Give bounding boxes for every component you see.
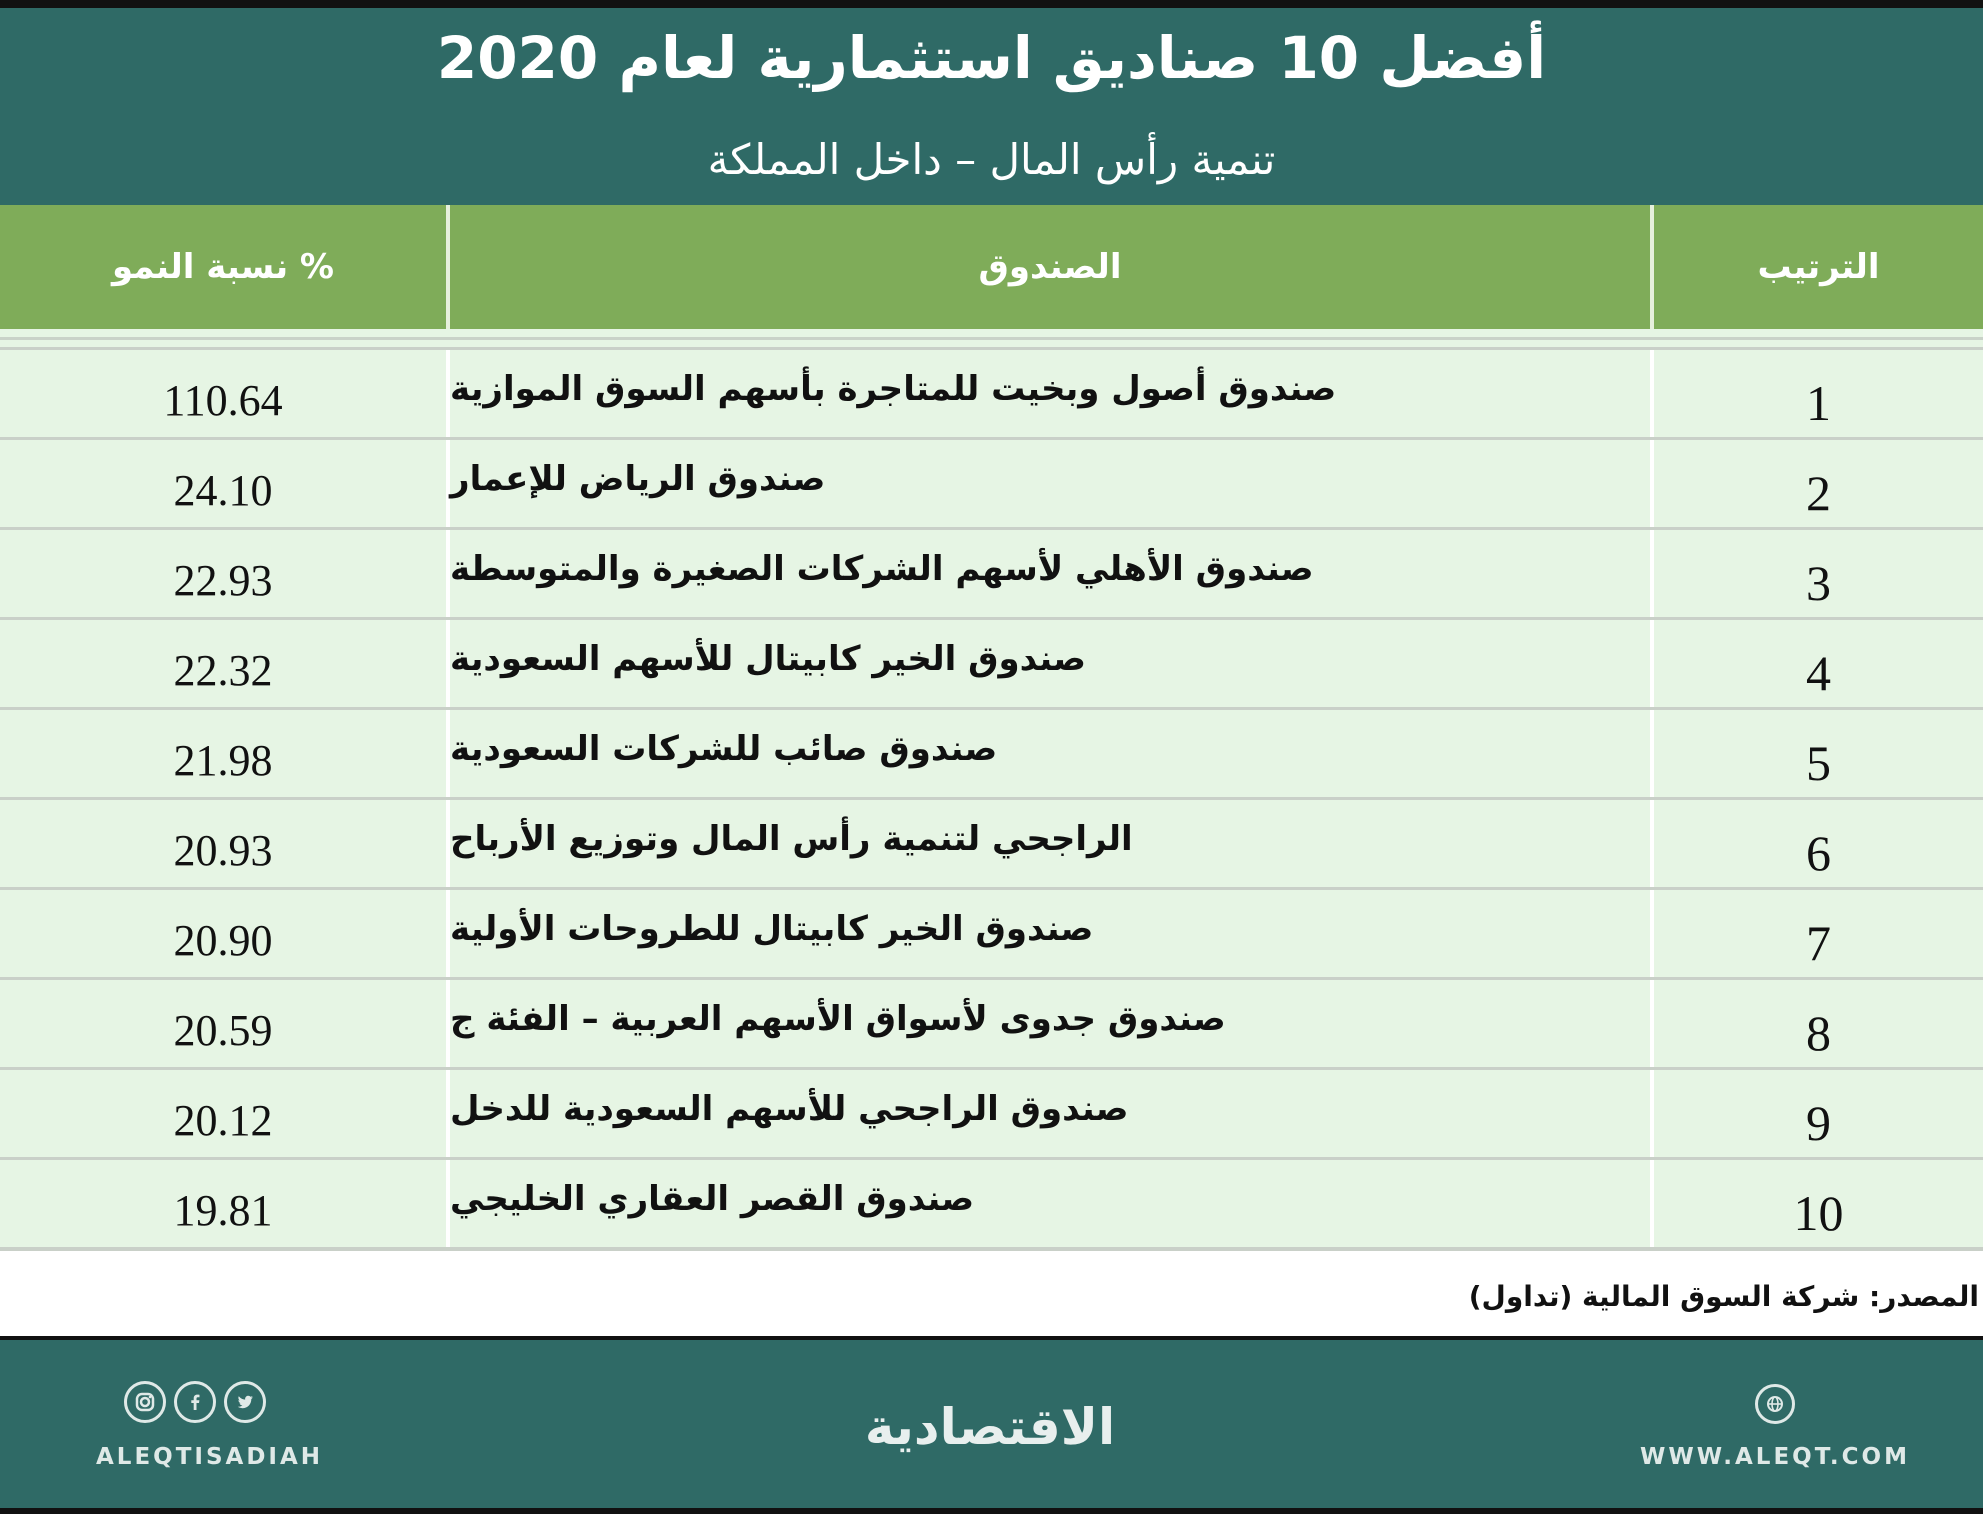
- growth-cell: 20.90: [173, 916, 273, 965]
- column-header-fund: الصندوق: [450, 205, 1650, 329]
- table-row: [0, 437, 1983, 527]
- rank-cell: 8: [1806, 1004, 1831, 1061]
- fund-cell: صندوق القصر العقاري الخليجي: [450, 1178, 975, 1219]
- table-row: [0, 1157, 1983, 1247]
- column-header-rank: الترتيب: [1654, 205, 1983, 329]
- table-row: [0, 347, 1983, 437]
- growth-cell: 110.64: [163, 376, 283, 425]
- rank-cell: 4: [1806, 644, 1831, 701]
- rank-cell: 1: [1806, 374, 1831, 431]
- table-bottom-rule: [0, 1247, 1983, 1251]
- footer-bottom-rule: [0, 1508, 1983, 1514]
- rank-cell: 10: [1793, 1184, 1844, 1241]
- page-subtitle: تنمية رأس المال – داخل المملكة: [707, 135, 1276, 184]
- table-row: [0, 527, 1983, 617]
- website-url[interactable]: WWW.ALEQT.COM: [1640, 1444, 1910, 1470]
- fund-cell: صندوق الراجحي للأسهم السعودية للدخل: [450, 1088, 1129, 1129]
- top-rule: [0, 0, 1983, 8]
- fund-cell: صندوق الرياض للإعمار: [450, 458, 826, 499]
- facebook-icon[interactable]: [174, 1381, 216, 1423]
- twitter-icon[interactable]: [224, 1381, 266, 1423]
- social-icons: [124, 1381, 274, 1425]
- rank-cell: 7: [1806, 914, 1831, 971]
- fund-cell: الراجحي لتنمية رأس المال وتوزيع الأرباح: [450, 818, 1133, 859]
- fund-cell: صندوق الخير كابيتال للأسهم السعودية: [450, 638, 1087, 679]
- growth-cell: 22.32: [173, 646, 273, 695]
- publication-logo: الاقتصادية: [864, 1398, 1116, 1456]
- growth-cell: 20.12: [173, 1096, 273, 1145]
- fund-cell: صندوق الأهلي لأسهم الشركات الصغيرة والمتوسطة: [450, 548, 1314, 589]
- instagram-icon[interactable]: [124, 1381, 166, 1423]
- table-row: [0, 887, 1983, 977]
- growth-cell: 21.98: [173, 736, 273, 785]
- table-row: [0, 617, 1983, 707]
- growth-cell: 22.93: [173, 556, 273, 605]
- growth-cell: 24.10: [173, 466, 273, 515]
- growth-cell: 20.59: [173, 1006, 273, 1055]
- fund-cell: صندوق أصول وبخيت للمتاجرة بأسهم السوق الموازية: [450, 368, 1337, 409]
- fund-cell: صندوق صائب للشركات السعودية: [450, 728, 998, 769]
- page-title: أفضل 10 صناديق استثمارية لعام 2020: [436, 24, 1547, 92]
- header-gap-line: [0, 337, 1983, 340]
- rank-cell: 6: [1806, 824, 1831, 881]
- rank-cell: 5: [1806, 734, 1831, 791]
- rank-cell: 2: [1806, 464, 1831, 521]
- column-header-growth: نسبة النمو %: [0, 205, 446, 329]
- table-row: [0, 977, 1983, 1067]
- rank-cell: 9: [1806, 1094, 1831, 1151]
- social-handle: ALEQTISADIAH: [96, 1444, 324, 1470]
- table-row: [0, 1067, 1983, 1157]
- table-row: [0, 707, 1983, 797]
- table-row: [0, 797, 1983, 887]
- source-note: المصدر: شركة السوق المالية (تداول): [1468, 1280, 1979, 1313]
- globe-icon[interactable]: [1755, 1384, 1795, 1424]
- fund-cell: صندوق جدوى لأسواق الأسهم العربية – الفئة ج: [450, 998, 1226, 1039]
- growth-cell: 20.93: [173, 826, 273, 875]
- rank-cell: 3: [1806, 554, 1831, 611]
- fund-cell: صندوق الخير كابيتال للطروحات الأولية: [450, 908, 1094, 949]
- growth-cell: 19.81: [173, 1186, 273, 1235]
